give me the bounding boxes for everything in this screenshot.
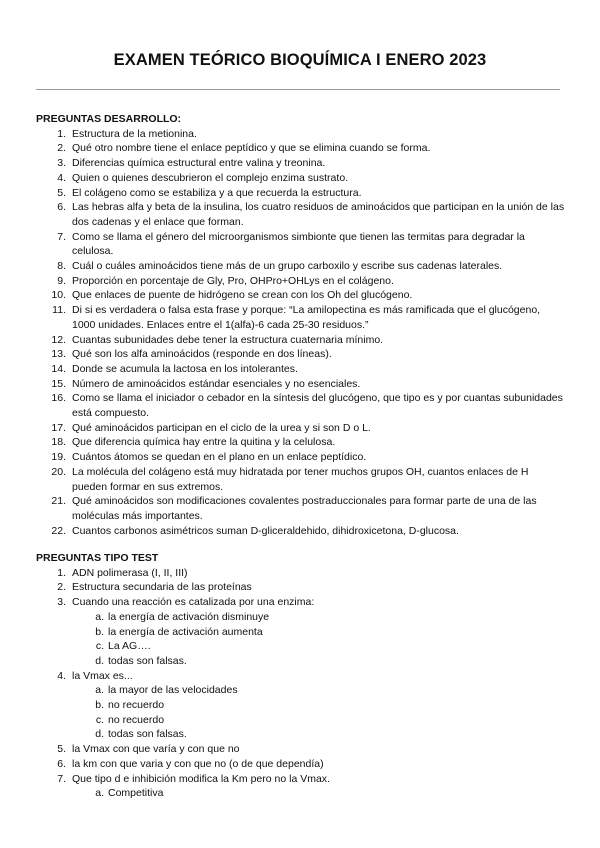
question-item [36, 274, 566, 289]
test-question-list [36, 566, 566, 801]
option-letter: a. [95, 610, 104, 623]
question-text: Cuando una reacción es catalizada por una enzima: [72, 596, 315, 609]
test-question-item [36, 580, 566, 595]
question-item [36, 494, 566, 523]
test-question-item [36, 669, 566, 684]
question-item [36, 230, 566, 259]
answer-option [36, 713, 566, 728]
question-number: 6. [57, 201, 66, 214]
question-text: la Vmax con que varía y con que no [72, 743, 240, 756]
question-number: 10. [51, 289, 66, 302]
option-text: La AG…. [108, 640, 151, 653]
question-item [36, 377, 566, 392]
question-number: 1. [57, 566, 66, 579]
question-number: 4. [57, 669, 66, 682]
answer-option [36, 786, 566, 801]
exam-title: EXAMEN TEÓRICO BIOQUÍMICA I ENERO 2023 [113, 51, 487, 69]
question-text: Estructura secundaria de las proteínas [72, 581, 252, 594]
option-text: Competitiva [108, 787, 164, 800]
question-text: Cuantos carbonos asimétricos suman D-gliceraldehido, dihidroxicetona, D-glucosa. [72, 524, 459, 537]
section-test [36, 551, 566, 801]
desarrollo-question-list [36, 127, 566, 539]
question-item [36, 288, 566, 303]
answer-option [36, 727, 566, 742]
question-text: Quien o quienes descubrieron el complejo enzima sustrato. [72, 171, 349, 184]
option-text: la energía de activación disminuye [108, 610, 270, 623]
question-number: 17. [51, 421, 66, 434]
question-text: El colágeno como se estabiliza y a que recuerda la estructura. [72, 186, 362, 199]
question-text: Que tipo d e inhibición modifica la Km pero no la Vmax. [72, 772, 330, 785]
test-question-item [36, 757, 566, 772]
question-text: la Vmax es... [72, 669, 133, 682]
question-text: Qué aminoácidos participan en el ciclo de la urea y si son D o L. [72, 421, 371, 434]
option-text: no recuerdo [108, 713, 165, 726]
question-text: Estructura de la metionina. [72, 127, 197, 140]
test-question-item [36, 772, 566, 787]
answer-option [36, 683, 566, 698]
question-text: Las hebras alfa y beta de la insulina, los cuatro residuos de aminoácidos que participan en la unión de las dos cadenas y el enlace que forman. [72, 201, 565, 228]
test-question-item [36, 566, 566, 581]
question-item [36, 524, 566, 539]
option-letter: a. [95, 684, 104, 697]
question-number: 11. [52, 304, 66, 317]
option-text: no recuerdo [108, 699, 165, 712]
option-letter: a. [95, 787, 104, 800]
question-item [36, 156, 566, 171]
option-letter: c. [95, 713, 104, 726]
option-letter: b. [95, 625, 104, 638]
question-number: 14. [51, 362, 66, 375]
question-text: Qué son los alfa aminoácidos (responde en dos líneas). [72, 348, 332, 361]
question-text: Diferencias química estructural entre valina y treonina. [72, 157, 326, 170]
answer-option [36, 639, 566, 654]
option-letter: b. [95, 699, 104, 712]
option-letter: d. [95, 728, 104, 741]
question-item [36, 141, 566, 156]
question-text: Como se llama el iniciador o cebador en la síntesis del glucógeno, que tipo es y por cuantas subunidades está compuesto. [72, 392, 563, 420]
question-text: Cuantas subunidades debe tener la estructura cuaternaria mínimo. [72, 333, 384, 346]
question-number: 7. [57, 230, 66, 243]
question-number: 8. [57, 260, 66, 273]
question-text: ADN polimerasa (I, II, III) [72, 566, 188, 579]
question-item [36, 465, 566, 494]
question-text: Donde se acumula la lactosa en los intolerantes. [72, 362, 298, 375]
question-item [36, 333, 566, 348]
question-text: La molécula del colágeno está muy hidratada por tener muchos grupos OH, cuantos enlaces de H pueden formar en sus extremos. [72, 465, 529, 493]
question-item [36, 362, 566, 377]
question-item [36, 347, 566, 362]
question-number: 22. [51, 524, 66, 537]
question-number: 1. [57, 127, 66, 140]
section-heading-test: PREGUNTAS TIPO TEST [36, 552, 159, 564]
question-item [36, 127, 566, 142]
question-item [36, 435, 566, 450]
question-number: 20. [51, 465, 66, 478]
test-question-item [36, 595, 566, 610]
question-item [36, 186, 566, 201]
question-number: 15. [51, 377, 66, 390]
question-number: 3. [57, 596, 66, 609]
question-number: 5. [57, 186, 66, 199]
question-number: 2. [57, 581, 66, 594]
question-number: 4. [57, 171, 66, 184]
question-number: 2. [57, 142, 66, 155]
option-text: la energía de activación aumenta [108, 625, 263, 638]
answer-option [36, 654, 566, 669]
section-heading-desarrollo: PREGUNTAS DESARROLLO: [36, 113, 182, 125]
question-text: Que diferencia química hay entre la quitina y la celulosa. [72, 436, 336, 449]
question-number: 18. [51, 436, 66, 449]
option-letter: c. [95, 640, 104, 653]
question-text: Qué otro nombre tiene el enlace peptídico y que se elimina cuando se forma. [72, 142, 431, 155]
question-text: Di si es verdadera o falsa esta frase y porque: “La amilopectina es más ramificada que el glucógeno, 1000 unidades. Enlaces entre el 1(alfa)-6 cada 25-30 residuos.” [72, 304, 541, 331]
question-text: Cuál o cuáles aminoácidos tiene más de un grupo carboxilo y escribe sus cadenas laterales. [72, 260, 503, 273]
question-item [36, 259, 566, 274]
question-number: 6. [57, 757, 66, 770]
title-divider [36, 89, 560, 90]
question-number: 3. [57, 157, 66, 170]
question-item [36, 303, 566, 332]
question-number: 13. [51, 348, 66, 361]
question-item [36, 391, 566, 420]
question-item [36, 200, 566, 229]
question-text: Que enlaces de puente de hidrógeno se crean con los Oh del glucógeno. [72, 289, 413, 302]
question-number: 7. [57, 772, 66, 785]
question-item [36, 450, 566, 465]
answer-option [36, 610, 566, 625]
test-question-item [36, 742, 566, 757]
option-text: la mayor de las velocidades [108, 684, 238, 697]
question-text: Qué aminoácidos son modificaciones covalentes postraduccionales para formar parte de una de las moléculas más importantes. [72, 495, 537, 522]
question-number: 21. [51, 495, 66, 508]
question-text: Cuántos átomos se quedan en el plano en un enlace peptídico. [72, 451, 367, 464]
option-letter: d. [95, 654, 104, 667]
question-text: Número de aminoácidos estándar esenciales y no esenciales. [72, 377, 361, 390]
option-text: todas son falsas. [108, 654, 187, 667]
question-item [36, 171, 566, 186]
answer-option [36, 625, 566, 640]
question-number: 9. [57, 274, 66, 287]
option-text: todas son falsas. [108, 728, 187, 741]
answer-option [36, 698, 566, 713]
question-text: la km con que varia y con que no (o de que dependía) [72, 757, 324, 770]
question-number: 5. [57, 743, 66, 756]
question-item [36, 421, 566, 436]
question-number: 12. [51, 333, 66, 346]
question-number: 16. [51, 392, 66, 405]
question-number: 19. [51, 451, 66, 464]
question-text: Proporción en porcentaje de Gly, Pro, OHPro+OHLys en el colágeno. [72, 274, 394, 287]
question-text: Como se llama el género del microorganismos simbionte que tienen las termitas para degradar la celulosa. [72, 230, 525, 258]
section-desarrollo [36, 112, 566, 538]
